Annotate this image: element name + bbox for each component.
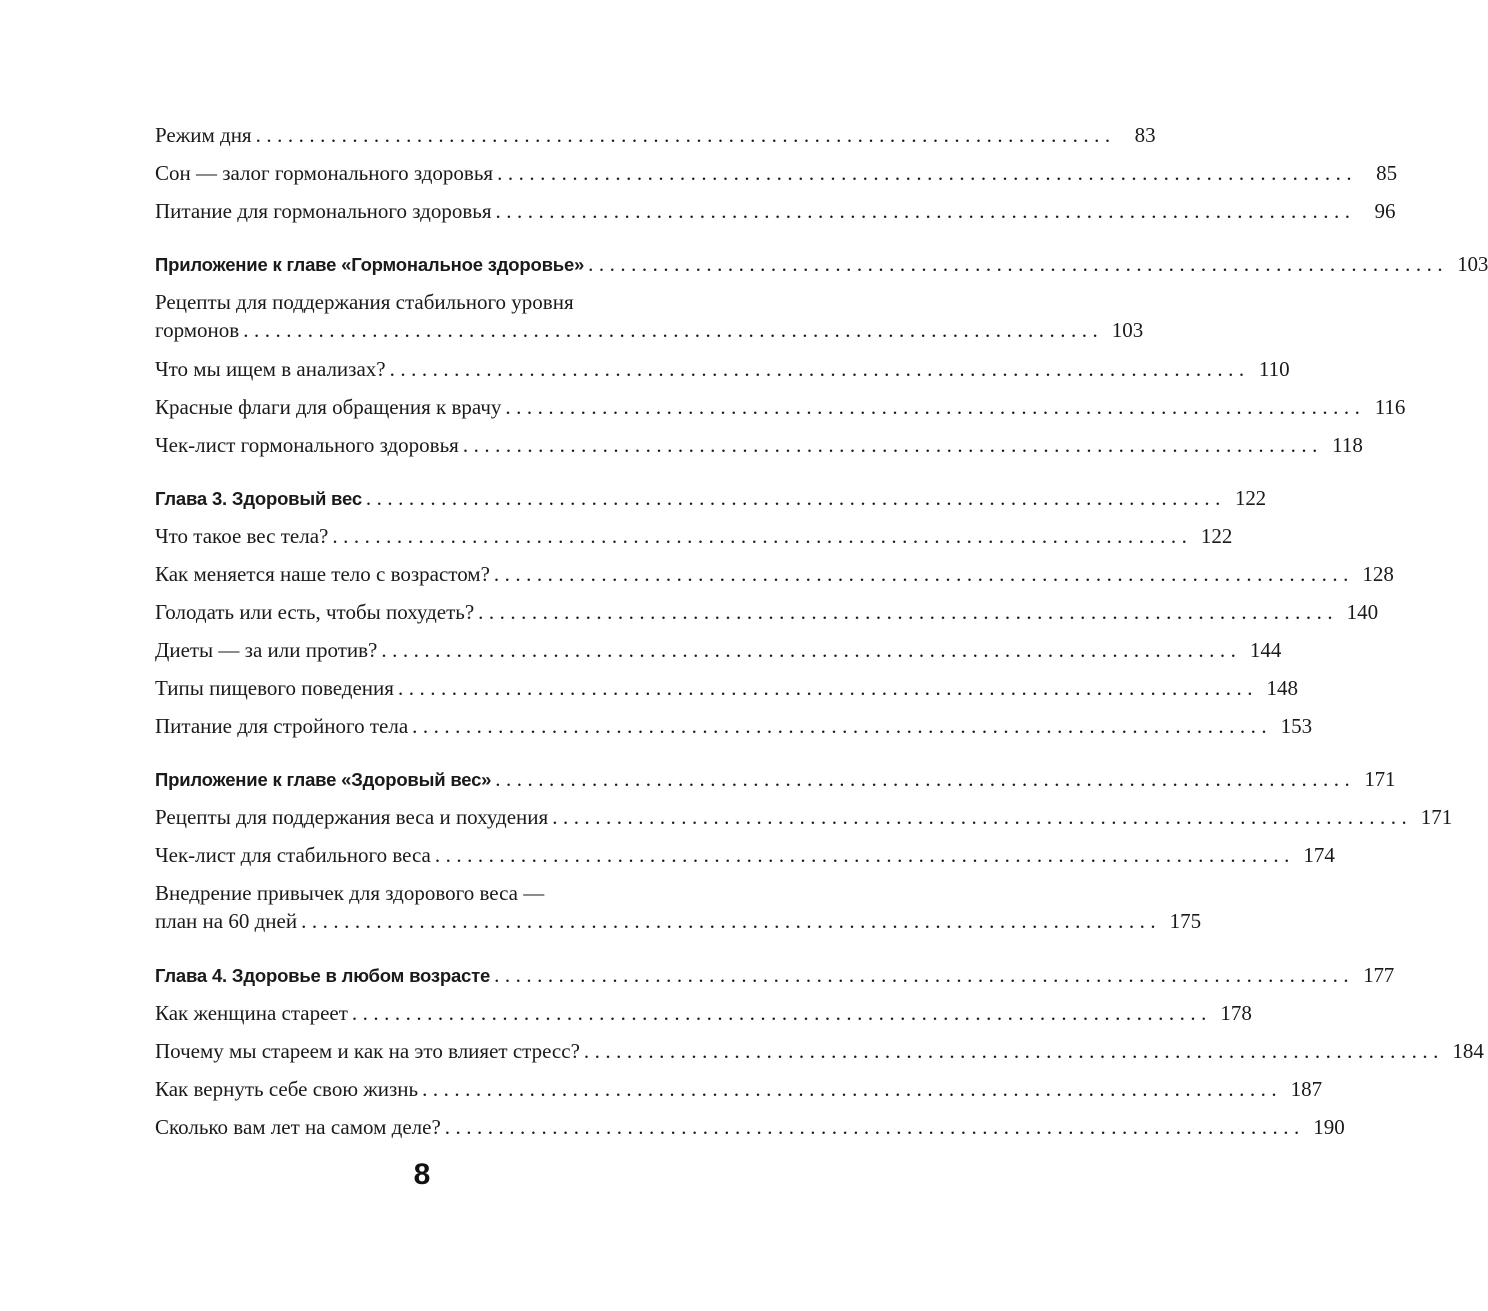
dot-leader: ................................................................................ [365,486,1226,510]
toc-page-number: 128 [1362,562,1394,586]
toc-entry-title: Питание для гормонального здоровья [155,199,492,223]
toc-entry [155,522,1233,550]
toc-entry [155,999,1252,1027]
toc-page-number: 103 [1111,318,1144,342]
toc-page-number: 122 [1235,486,1266,510]
toc-entry [155,674,1298,702]
toc-page-number: 140 [1346,600,1379,624]
toc-section-heading [155,484,1266,513]
toc-entry-title: Голодать или есть, чтобы похудеть? [155,600,475,624]
toc-page-number: 177 [1363,963,1395,987]
toc-entry [155,560,1394,588]
dot-leader: ................................................................................ [434,843,1295,867]
toc-page-number: 178 [1220,1001,1252,1025]
toc-entry-title: Сон — залог гормонального здоровья [155,161,494,185]
toc-page-number: 175 [1169,909,1202,933]
dot-leader: ................................................................................ [301,909,1162,933]
toc-page-number: 190 [1313,1115,1345,1139]
toc-entry-title: Глава 3. Здоровый вес [155,488,362,509]
dot-leader: ................................................................................ [505,395,1366,419]
toc-entry [155,712,1313,740]
toc-page-number: 122 [1200,524,1233,548]
toc-entry-title: Чек-лист для стабильного веса [155,843,431,867]
dot-leader: ................................................................................ [332,524,1193,548]
dot-leader: ................................................................................ [389,357,1250,381]
toc-page-number: 153 [1280,714,1313,738]
dot-leader: ................................................................................ [494,963,1355,987]
dot-leader: ................................................................................ [462,433,1323,457]
toc-entry-title: Сколько вам лет на самом деле? [155,1115,441,1139]
dot-leader: ................................................................................ [351,1001,1212,1025]
toc-page-number: 174 [1303,843,1335,867]
toc-entry [155,431,1363,459]
toc-entry-title: Типы пищевого поведения [155,676,394,700]
toc-entry [155,393,1406,421]
toc-page-number: 116 [1374,395,1406,419]
toc-page-number: 187 [1290,1077,1323,1101]
dot-leader: ................................................................................ [552,805,1413,829]
toc-entry [155,355,1290,383]
dot-leader: ................................................................................ [444,1115,1305,1139]
toc-section-heading [155,765,1396,794]
dot-leader: ................................................................................ [583,1039,1444,1063]
dot-leader: ................................................................................ [381,638,1242,662]
toc-entry [155,121,1156,149]
toc-entry [155,1113,1345,1141]
toc-section-heading [155,250,1488,279]
toc-entry [155,197,1396,225]
dot-leader: ................................................................................ [412,714,1273,738]
toc-entry [155,803,1453,831]
dot-leader: ................................................................................ [478,600,1339,624]
toc-entry [155,879,1202,935]
toc-entry-title: Глава 4. Здоровье в любом возрасте [155,965,491,986]
toc-entry-title: Как меняется наше тело с возрастом? [155,562,490,586]
toc-entry-title: Как вернуть себе свою жизнь [155,1077,419,1101]
toc-entry-title-continued: гормонов [155,318,240,342]
page-number: 8 [413,1158,431,1191]
dot-leader: ................................................................................ [588,252,1449,276]
dot-leader: ................................................................................ [397,676,1258,700]
toc-entry-title: Что такое вес тела? [155,524,329,548]
toc-page-number: 171 [1420,805,1453,829]
toc-page-number: 110 [1258,357,1290,381]
toc-entry-title: Рецепты для поддержания веса и похудения [155,805,549,829]
dot-leader: ................................................................................ [495,767,1356,791]
toc-entry-title: Внедрение привычек для здорового веса — [155,881,545,905]
toc-entry [155,841,1335,869]
toc-page-number: 184 [1452,1039,1484,1063]
dot-leader: ................................................................................ [243,318,1104,342]
toc-page-number: 144 [1249,638,1282,662]
toc-entry-title: Режим дня [155,123,252,147]
dot-leader: ................................................................................ [255,123,1116,147]
dot-leader: ................................................................................ [495,199,1356,223]
toc-entry-title: Приложение к главе «Гормональное здоровье» [155,254,585,275]
toc-entry [155,288,1144,344]
toc-page-number: 118 [1332,433,1363,457]
toc-entry-title: Питание для стройного тела [155,714,409,738]
toc-entry-title: Красные флаги для обращения к врачу [155,395,502,419]
dot-leader: ................................................................................ [422,1077,1283,1101]
toc-page-number: 171 [1364,767,1396,791]
toc-entry-title-continued: план на 60 дней [155,909,298,933]
toc-entry-title: Рецепты для поддержания стабильного уровня [155,290,574,314]
toc-section-heading [155,961,1395,990]
dot-leader: ................................................................................ [497,161,1358,185]
toc-entry [155,1037,1484,1065]
toc-entry [155,598,1379,626]
toc-entry-title: Почему мы стареем и как на это влияет стресс? [155,1039,580,1063]
toc-entry [155,1075,1323,1103]
dot-leader: ................................................................................ [493,562,1354,586]
toc-entry-title: Как женщина стареет [155,1001,348,1025]
toc-entry-title: Приложение к главе «Здоровый вес» [155,769,492,790]
toc-entry-title: Диеты — за или против? [155,638,378,662]
toc-entry [155,636,1282,664]
toc-page-number: 148 [1266,676,1298,700]
toc-entry-title: Чек-лист гормонального здоровья [155,433,459,457]
toc-page-number: 103 [1457,252,1488,276]
toc-page-number: 83 [1134,123,1156,147]
toc-entry [155,159,1398,187]
toc-page-number: 96 [1374,199,1396,223]
toc-entry-title: Что мы ищем в анализах? [155,357,386,381]
toc-page-number: 85 [1376,161,1398,185]
